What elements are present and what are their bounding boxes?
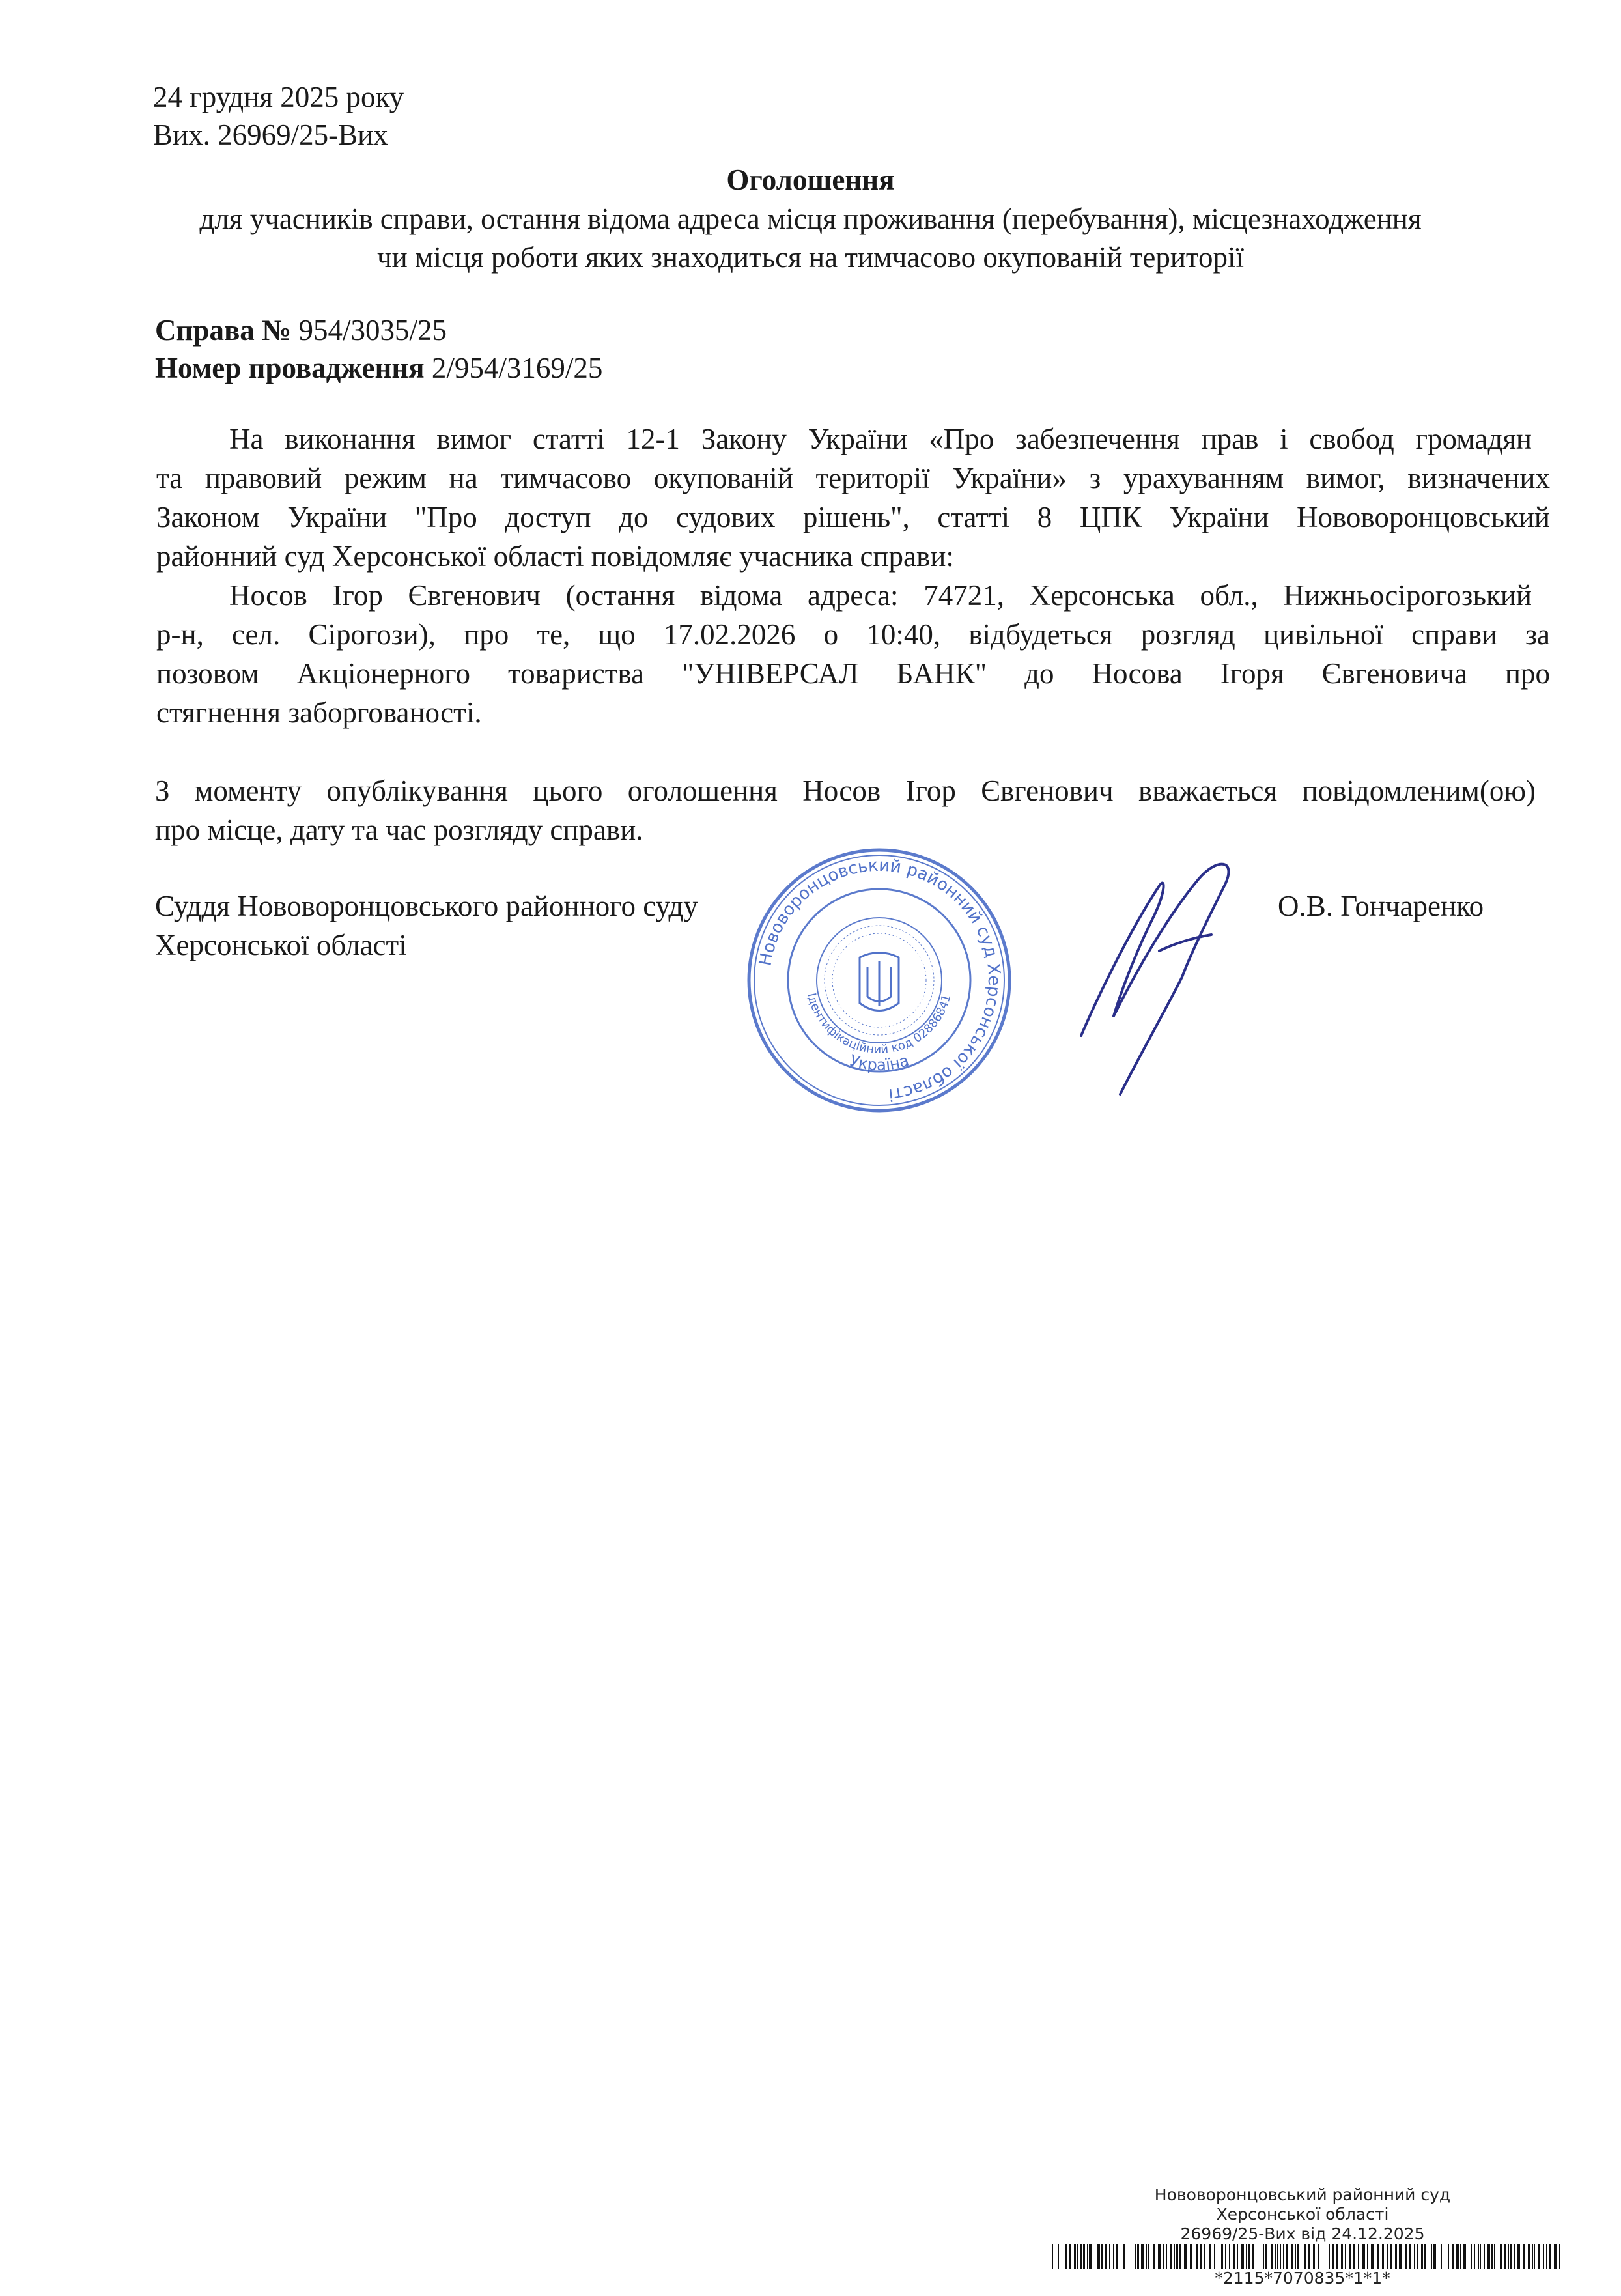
proceeding-number-value: 2/954/3169/25 xyxy=(431,352,603,384)
barcode-bar xyxy=(1546,2244,1547,2269)
barcode-bar xyxy=(1148,2244,1149,2269)
court-stamp xyxy=(742,843,1016,1117)
barcode-bar xyxy=(1280,2244,1281,2269)
barcode-bar xyxy=(1441,2244,1442,2269)
barcode-bar xyxy=(1318,2244,1319,2269)
barcode-bar xyxy=(1399,2244,1402,2269)
barcode-bar xyxy=(1105,2244,1107,2269)
barcode-bar xyxy=(1431,2244,1432,2269)
barcode-bar xyxy=(1456,2244,1459,2269)
barcode-bar xyxy=(1089,2244,1092,2269)
footer-registration: 26969/25-Вих від 24.12.2025 xyxy=(1180,2224,1425,2243)
barcode-bar xyxy=(1433,2244,1436,2269)
barcode-bar xyxy=(1229,2244,1230,2269)
barcode-bar xyxy=(1174,2244,1175,2269)
barcode-bar xyxy=(1097,2244,1100,2269)
barcode xyxy=(1052,2244,1560,2269)
judge-signature xyxy=(1062,847,1283,1107)
barcode-bar xyxy=(1452,2244,1454,2269)
barcode-bar xyxy=(1523,2244,1525,2269)
barcode-bar xyxy=(1424,2244,1426,2269)
barcode-bar xyxy=(1474,2244,1475,2269)
barcode-bar xyxy=(1494,2244,1495,2269)
barcode-bar xyxy=(1559,2244,1560,2269)
barcode-bar xyxy=(1109,2244,1110,2269)
barcode-bar xyxy=(1286,2244,1288,2269)
barcode-bar xyxy=(1463,2244,1466,2269)
barcode-bar xyxy=(1137,2244,1139,2269)
paragraph-2-line-3: позовом Акціонерного товариства "УНІВЕРСАЛ БАНК" до Носова Ігоря Євгеновича про xyxy=(156,657,1550,690)
stamp-bottom-text: Україна xyxy=(847,1051,911,1075)
barcode-bar xyxy=(1538,2244,1540,2269)
barcode-bar xyxy=(1510,2244,1512,2269)
barcode-bar xyxy=(1221,2244,1223,2269)
barcode-bar xyxy=(1214,2244,1215,2269)
barcode-bar xyxy=(1263,2244,1264,2269)
barcode-bar xyxy=(1500,2244,1502,2269)
barcode-bar xyxy=(1460,2244,1461,2269)
barcode-bar xyxy=(1101,2244,1103,2269)
barcode-bar xyxy=(1362,2244,1365,2269)
barcode-bar xyxy=(1514,2244,1515,2269)
trident-icon xyxy=(860,953,899,1011)
paragraph-1-line-4: районний суд Херсонської області повідомляє учасника справи: xyxy=(156,540,954,573)
barcode-bar xyxy=(1491,2244,1493,2269)
judge-name: О.В. Гончаренко xyxy=(1278,890,1484,922)
barcode-bar xyxy=(1069,2244,1071,2269)
document-title: Оголошення xyxy=(726,163,895,196)
barcode-bar xyxy=(1209,2244,1211,2269)
barcode-bar xyxy=(1204,2244,1205,2269)
barcode-bar xyxy=(1304,2244,1306,2269)
barcode-bar xyxy=(1543,2244,1544,2269)
paragraph-1-line-3: Законом України "Про доступ до судових рішень", статті 8 ЦПК України Нововоронцовський xyxy=(156,501,1550,533)
barcode-bar xyxy=(1237,2244,1238,2269)
barcode-bar xyxy=(1528,2244,1530,2269)
barcode-bar xyxy=(1471,2244,1472,2269)
barcode-bar xyxy=(1158,2244,1161,2269)
footer-barcode-text: *2115*7070835*1*1* xyxy=(1215,2269,1390,2288)
barcode-bar xyxy=(1179,2244,1181,2269)
document-subtitle-line-1: для учасників справи, остання відома адреса місця проживання (перебування), місцезнаходження xyxy=(199,203,1422,235)
barcode-bar xyxy=(1277,2244,1278,2269)
barcode-bar xyxy=(1087,2244,1088,2269)
barcode-bar xyxy=(1184,2244,1187,2269)
barcode-bar xyxy=(1448,2244,1449,2269)
barcode-bar xyxy=(1052,2244,1053,2269)
case-number-label: Справа № xyxy=(155,314,292,347)
barcode-bar xyxy=(1190,2244,1192,2269)
footer-court-name: Нововоронцовський районний суд xyxy=(1154,2185,1451,2204)
barcode-bar xyxy=(1141,2244,1144,2269)
barcode-bar xyxy=(1414,2244,1415,2269)
barcode-bar xyxy=(1387,2244,1388,2269)
barcode-bar xyxy=(1146,2244,1147,2269)
paragraph-1-line-2: та правовий режим на тимчасово окупованій території України» з урахуванням вимог, визначених xyxy=(156,462,1550,494)
barcode-bar xyxy=(1390,2244,1392,2269)
barcode-bar xyxy=(1080,2244,1082,2269)
barcode-bar xyxy=(1332,2244,1334,2269)
case-number-value: 954/3035/25 xyxy=(298,314,447,347)
barcode-bar xyxy=(1341,2244,1343,2269)
barcode-bar xyxy=(1371,2244,1374,2269)
barcode-bar xyxy=(1163,2244,1164,2269)
barcode-bar xyxy=(1484,2244,1485,2269)
barcode-bar xyxy=(1170,2244,1172,2269)
barcode-bar xyxy=(1405,2244,1407,2269)
barcode-bar xyxy=(1295,2244,1296,2269)
document-date: 24 грудня 2025 року xyxy=(153,81,404,113)
judge-title-line-1: Суддя Нововоронцовського районного суду xyxy=(155,890,698,922)
barcode-bar xyxy=(1058,2244,1059,2269)
barcode-bar xyxy=(1123,2244,1125,2269)
barcode-bar xyxy=(1532,2244,1533,2269)
barcode-bar xyxy=(1233,2244,1235,2269)
barcode-bar xyxy=(1329,2244,1330,2269)
case-number-row xyxy=(155,311,447,349)
barcode-bar xyxy=(1065,2244,1067,2269)
barcode-bar xyxy=(1166,2244,1167,2269)
proceeding-number-label: Номер провадження xyxy=(155,352,425,384)
barcode-bar xyxy=(1421,2244,1423,2269)
barcode-bar xyxy=(1487,2244,1490,2269)
barcode-bar xyxy=(1345,2244,1346,2269)
barcode-bar xyxy=(1252,2244,1254,2269)
barcode-bar xyxy=(1554,2244,1557,2269)
paragraph-1-line-1: На виконання вимог статті 12-1 Закону України «Про забезпечення прав і свобод громадян xyxy=(229,423,1532,455)
barcode-bar xyxy=(1349,2244,1351,2269)
proceeding-number-row xyxy=(155,349,602,387)
barcode-bar xyxy=(1283,2244,1284,2269)
barcode-bar xyxy=(1241,2244,1244,2269)
barcode-bar xyxy=(1336,2244,1338,2269)
barcode-bar xyxy=(1196,2244,1198,2269)
barcode-bar xyxy=(1135,2244,1136,2269)
stamp-outer-text: Нововоронцовський районний суд Херсонської області xyxy=(755,855,1004,1105)
paragraph-2-line-4: стягнення заборгованості. xyxy=(156,696,482,729)
barcode-bar xyxy=(1248,2244,1250,2269)
barcode-bar xyxy=(1074,2244,1076,2269)
barcode-bar xyxy=(1313,2244,1315,2269)
barcode-bar xyxy=(1508,2244,1509,2269)
paragraph-3-line-1: З моменту опублікування цього оголошення Носов Ігор Євгенович вважається повідомленим(ою) xyxy=(155,774,1536,807)
barcode-bar xyxy=(1478,2244,1479,2269)
barcode-bar xyxy=(1077,2244,1078,2269)
barcode-bar xyxy=(1480,2244,1481,2269)
stamp-inner-text: Ідентифікаційний код 02886841 xyxy=(804,991,954,1057)
barcode-bar xyxy=(1200,2244,1202,2269)
barcode-bar xyxy=(1382,2244,1384,2269)
barcode-bar xyxy=(1297,2244,1299,2269)
barcode-bar xyxy=(1265,2244,1267,2269)
judge-title-line-2: Херсонської області xyxy=(155,929,407,961)
barcode-bar xyxy=(1353,2244,1355,2269)
outgoing-number: Вих. 26969/25-Вих xyxy=(153,119,388,151)
document-subtitle-line-2: чи місця роботи яких знаходиться на тимчасово окупованій території xyxy=(377,241,1244,274)
barcode-bar xyxy=(1225,2244,1226,2269)
barcode-bar xyxy=(1549,2244,1551,2269)
barcode-bar xyxy=(1395,2244,1397,2269)
footer-region: Херсонської області xyxy=(1216,2205,1389,2224)
barcode-bar xyxy=(1246,2244,1247,2269)
barcode-bar xyxy=(1417,2244,1418,2269)
barcode-bar xyxy=(1116,2244,1118,2269)
barcode-bar xyxy=(1409,2244,1411,2269)
barcode-bar xyxy=(1358,2244,1359,2269)
barcode-bar xyxy=(1291,2244,1293,2269)
barcode-bar xyxy=(1517,2244,1520,2269)
barcode-bar xyxy=(1271,2244,1273,2269)
paragraph-2-line-1: Носов Ігор Євгенович (остання відома адреса: 74721, Херсонська обл., Нижньосірогозький xyxy=(229,579,1532,612)
barcode-bar xyxy=(1377,2244,1379,2269)
barcode-bar xyxy=(1534,2244,1535,2269)
barcode-bar xyxy=(1504,2244,1506,2269)
barcode-bar xyxy=(1367,2244,1368,2269)
barcode-bar xyxy=(1153,2244,1155,2269)
paragraph-2-line-2: р-н, сел. Сірогози), про те, що 17.02.2026 о 10:40, відбудеться розгляд цивільної справи за xyxy=(156,618,1550,651)
barcode-bar xyxy=(1308,2244,1310,2269)
paragraph-3-line-2: про місце, дату та час розгляду справи. xyxy=(155,814,643,846)
barcode-bar xyxy=(1083,2244,1085,2269)
barcode-bar xyxy=(1176,2244,1178,2269)
barcode-bar xyxy=(1113,2244,1114,2269)
barcode-bar xyxy=(1275,2244,1276,2269)
